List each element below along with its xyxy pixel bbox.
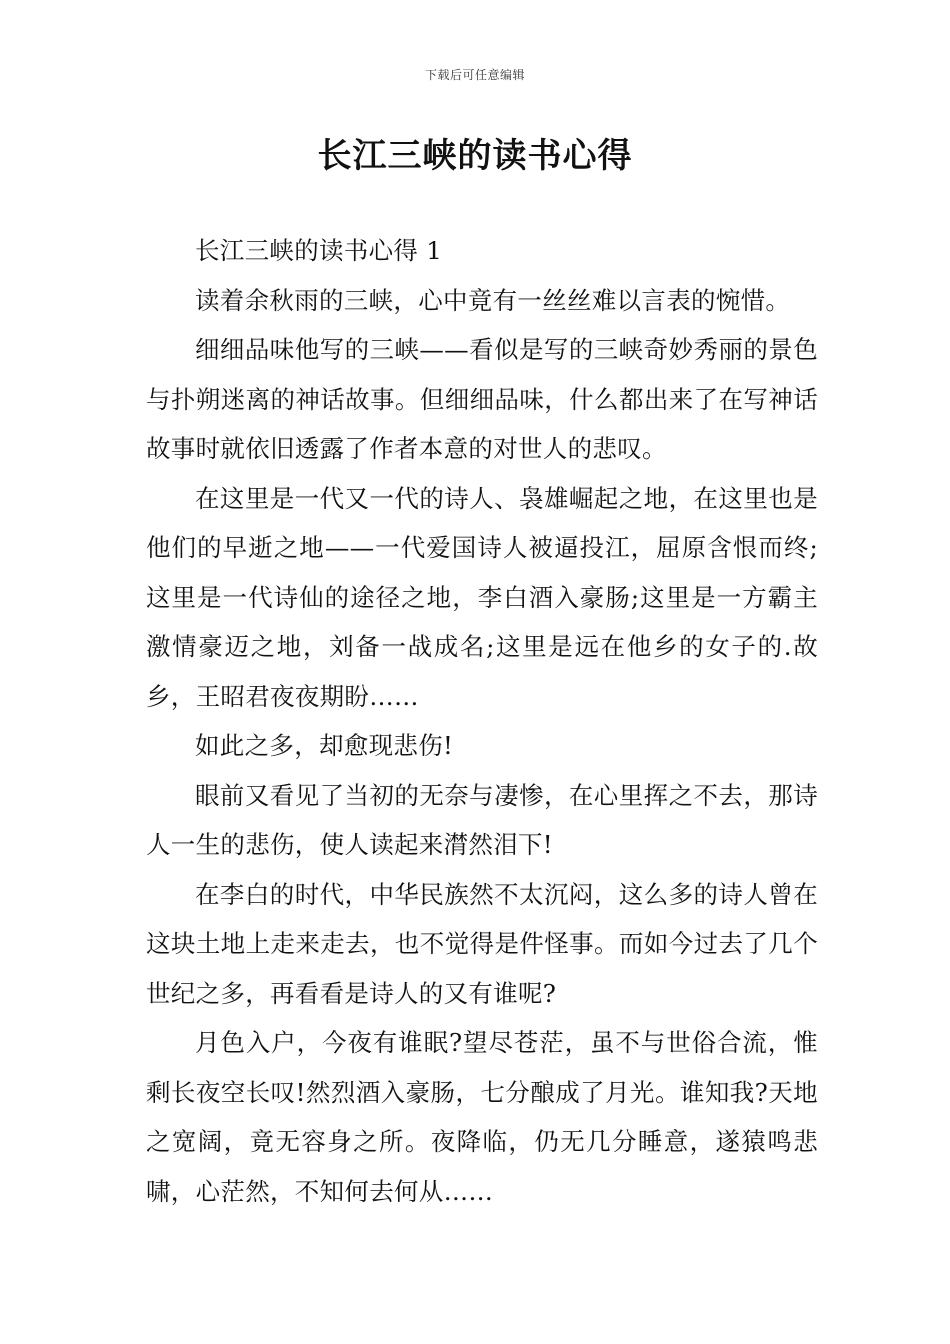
paragraph: 读着余秋雨的三峡，心中竟有一丝丝难以言表的惋惜。 (195, 285, 791, 315)
paragraph: 眼前又看见了当初的无奈与凄惨，在心里挥之不去，那诗人一生的悲伤，使人读起来潸然泪下! (146, 780, 818, 859)
document-title: 长江三峡的读书心得 (317, 136, 633, 176)
paragraph-subtitle: 长江三峡的读书心得 1 (195, 236, 443, 265)
paragraph: 在这里是一代又一代的诗人、袅雄崛起之地，在这里也是他们的早逝之地——一代爱国诗人被逼投江，屈原含恨而终;这里是一代诗仙的途径之地，李白酒入豪肠;这里是一方霸主激情豪迈之地，刘备一战成名;这里是远在他乡的女子的.故乡，王昭君夜夜期盼…… (146, 483, 818, 711)
paragraph: 在李白的时代，中华民族然不太沉闷，这么多的诗人曾在这块土地上走来走去，也不觉得是件怪事。而如今过去了几个世纪之多，再看看是诗人的又有谁呢? (146, 879, 818, 1008)
paragraph: 细细品味他写的三峡——看似是写的三峡奇妙秀丽的景色与扑朔迷离的神话故事。但细细品味，什么都出来了在写神话故事时就依旧透露了作者本意的对世人的悲叹。 (146, 335, 818, 463)
header-note: 下载后可任意编辑 (424, 68, 525, 82)
paragraph: 月色入户，今夜有谁眠?望尽苍茫，虽不与世俗合流，惟剩长夜空长叹!然烈酒入豪肠，七分酿成了月光。谁知我?天地之宽阔，竟无容身之所。夜降临，仍无几分睡意，遂猿鸣悲啸，心茫然，不知何去何从…… (146, 1028, 818, 1206)
paragraph: 如此之多，却愈现悲伤! (195, 731, 454, 760)
document-body (146, 226, 818, 1216)
